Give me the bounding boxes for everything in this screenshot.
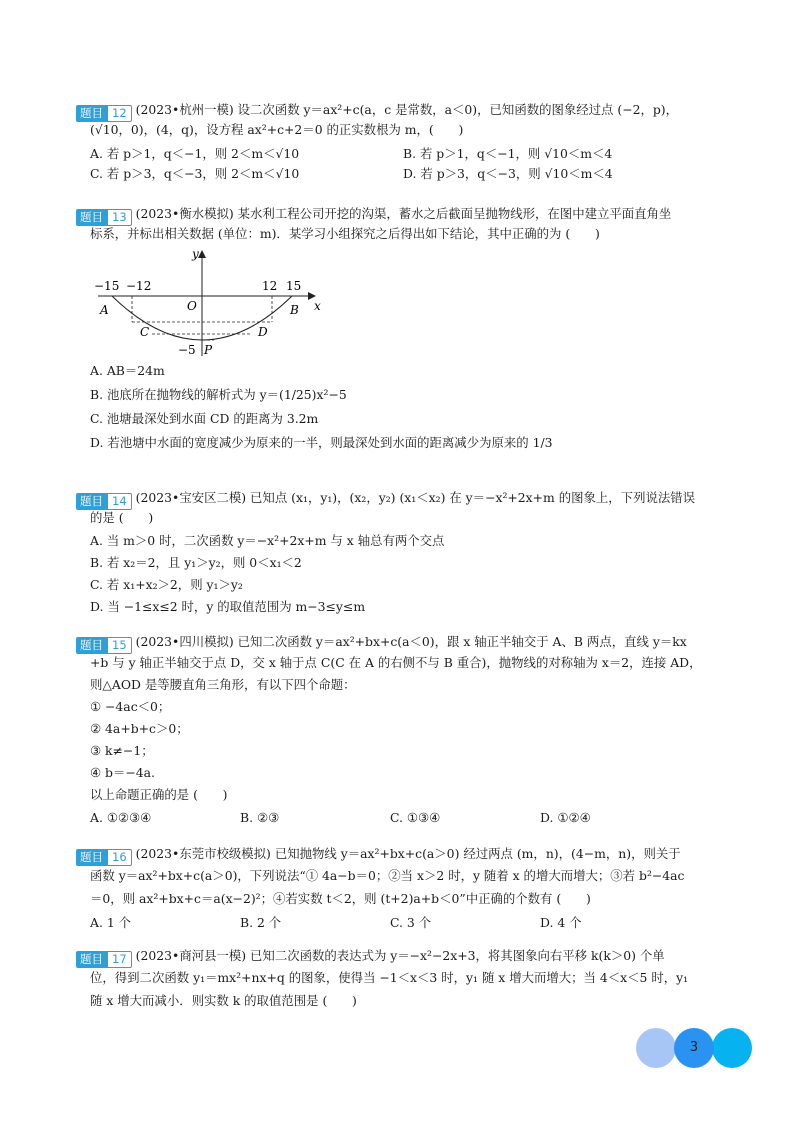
option-a: A. ①②③④ xyxy=(90,810,152,825)
tick-label: 15 xyxy=(286,279,302,293)
question-text-line: (2023•四川模拟) 已知二次函数 y＝ax²+bx+c(a＜0)，跟 x 轴正半轴交于 A、B 两点，直线 y＝kx xyxy=(135,634,687,649)
question-text-line: (√10，0)，(4，q)，设方程 ax²+c+2＝0 的正实数根为 m，( ) xyxy=(90,122,464,137)
proposition-item: ④ b＝−4a. xyxy=(90,765,155,780)
question-prompt: 以上命题正确的是 ( ) xyxy=(90,787,228,802)
p-value-label: −5 xyxy=(178,343,196,357)
decor-circle xyxy=(712,1028,752,1068)
question-tag: 题目 17 xyxy=(76,949,132,966)
proposition-item: ① −4ac＜0； xyxy=(90,699,171,714)
question-text-line: 随 x 增大而减小．则实数 k 的取值范围是 ( ) xyxy=(90,993,357,1008)
question-text-line: (2023•衡水模拟) 某水利工程公司开挖的沟渠，蓄水之后截面呈抛物线形，在图中建立平面直角坐 xyxy=(135,206,672,221)
option-c: C. 池塘最深处到水面 CD 的距离为 3.2m xyxy=(90,411,319,426)
question-16 xyxy=(76,844,716,936)
option-b: B. 若 x₂＝2，且 y₁＞y₂，则 0＜x₁＜2 xyxy=(90,555,302,570)
question-text-line: ＝0，则 ax²+bx+c＝a(x−2)²；④若实数 t＜2，则 (t+2)a+b＜0”中正确的个数有 ( ) xyxy=(90,891,591,906)
question-tag: 题目 15 xyxy=(76,635,132,652)
option-b: B. 若 p＞1，q＜−1，则 √10＜m＜4 xyxy=(403,146,613,161)
option-c: C. 若 x₁+x₂＞2，则 y₁＞y₂ xyxy=(90,577,243,592)
question-tag: 题目 13 xyxy=(76,207,132,224)
option-b: B. 池底所在抛物线的解析式为 y＝(1/25)x²−5 xyxy=(90,387,347,402)
parabola-figure xyxy=(90,244,330,359)
y-axis-label: y xyxy=(192,247,199,261)
option-a: A. 1 个 xyxy=(90,915,132,930)
option-a: A. 若 p＞1，q＜−1，则 2＜m＜√10 xyxy=(90,146,300,161)
question-tag: 题目 16 xyxy=(76,847,132,864)
option-a: A. 当 m＞0 时，二次函数 y＝−x²+2x+m 与 x 轴总有两个交点 xyxy=(90,533,445,548)
tick-label: 12 xyxy=(262,279,278,293)
question-tag: 题目 12 xyxy=(76,103,132,120)
point-c-label: C xyxy=(140,325,150,339)
question-text-line: (2023•宝安区二模) 已知点 (x₁，y₁)，(x₂，y₂) (x₁＜x₂) 在 y＝−x²+2x+m 的图象上，下列说法错误 xyxy=(135,490,696,505)
question-tag: 题目 14 xyxy=(76,491,132,508)
option-d: D. ①②④ xyxy=(540,810,591,825)
option-d: D. 若 p＞3，q＜−3，则 √10＜m＜4 xyxy=(403,166,613,181)
option-d: D. 4 个 xyxy=(540,915,582,930)
point-b-label: B xyxy=(290,303,299,317)
proposition-item: ② 4a+b+c＞0； xyxy=(90,721,189,736)
point-d-label: D xyxy=(258,325,268,339)
question-text-line: (2023•商河县一模) 已知二次函数的表达式为 y＝−x²−2x+3，将其图象向右平移 k(k＞0) 个单 xyxy=(135,948,665,963)
option-b: B. 2 个 xyxy=(240,915,282,930)
question-15 xyxy=(76,632,716,830)
tick-label: −12 xyxy=(126,279,152,293)
question-14 xyxy=(76,488,716,618)
option-b: B. ②③ xyxy=(240,810,280,825)
option-a: A. AB＝24m xyxy=(90,363,165,378)
question-text-line: 函数 y＝ax²+bx+c(a＞0)，下列说法“① 4a−b＝0；②当 x＞2 时，y 随着 x 的增大而增大；③若 b²−4ac xyxy=(90,868,685,883)
page-number: 3 xyxy=(689,1040,699,1055)
point-a-label: A xyxy=(100,303,109,317)
origin-label: O xyxy=(187,299,197,313)
x-axis-label: x xyxy=(314,299,321,313)
question-text-line: (2023•杭州一模) 设二次函数 y＝ax²+c(a，c 是常数，a＜0)，已知函数的图象经过点 (−2，p)， xyxy=(135,102,679,117)
question-text-line: +b 与 y 轴正半轴交于点 D，交 x 轴于点 C(C 在 A 的右侧不与 B 重合)，抛物线的对称轴为 x＝2，连接 AD， xyxy=(90,655,702,670)
question-13 xyxy=(76,204,716,455)
decor-circle xyxy=(636,1028,676,1068)
question-text-line: 位，得到二次函数 y₁＝mx²+nx+q 的图象，使得当 −1＜x＜3 时，y₁ 随 x 增大而增大；当 4＜x＜5 时，y₁ xyxy=(90,970,689,985)
tick-label: −15 xyxy=(94,279,120,293)
question-text-line: 则△AOD 是等腰直角三角形，有以下四个命题： xyxy=(90,677,356,692)
question-text-line: 标系，并标出相关数据 (单位：m)．某学习小组探究之后得出如下结论，其中正确的为 ( ) xyxy=(90,226,600,241)
option-c: C. ①③④ xyxy=(390,810,441,825)
question-12 xyxy=(76,100,716,184)
option-d: D. 当 −1≤x≤2 时，y 的取值范围为 m−3≤y≤m xyxy=(90,599,366,614)
proposition-item: ③ k≠−1； xyxy=(90,743,154,758)
page-number-badge xyxy=(636,1028,756,1068)
parabola-diagram xyxy=(90,244,330,364)
option-c: C. 若 p＞3，q＜−3，则 2＜m＜√10 xyxy=(90,166,300,181)
question-text-line: 的是 ( ) xyxy=(90,510,154,525)
question-17 xyxy=(76,946,716,1012)
question-text-line: (2023•东莞市校级模拟) 已知抛物线 y＝ax²+bx+c(a＞0) 经过两点 (m，n)，(4−m，n)，则关于 xyxy=(135,846,681,861)
point-p-label: P xyxy=(204,343,213,357)
option-c: C. 3 个 xyxy=(390,915,432,930)
option-d: D. 若池塘中水面的宽度减少为原来的一半，则最深处到水面的距离减少为原来的 1/3 xyxy=(90,435,553,450)
